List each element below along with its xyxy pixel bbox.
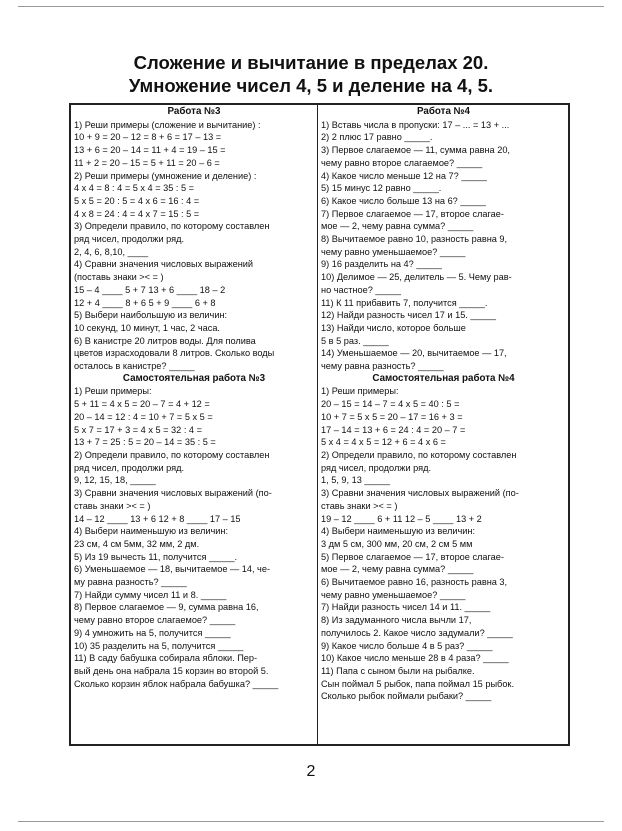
text-line: Сын поймал 5 рыбок, папа поймал 15 рыбок. — [321, 678, 515, 689]
text-line: 4 x 4 = 8 : 4 = 5 x 4 = 35 : 5 = — [74, 183, 195, 194]
text-line: 5 x 5 = 20 : 5 = 4 x 6 = 16 : 4 = — [74, 195, 200, 206]
text-line: 10) 35 разделить на 5, получится _____ — [74, 640, 244, 651]
text-line: 5) Выбери наибольшую из величин: — [74, 310, 228, 321]
section-heading: Самостоятельная работа №3 — [122, 372, 266, 384]
text-line: 4) Сравни значения числовых выражений — [74, 259, 254, 270]
text-line: 7) Найди разность чисел 14 и 11. _____ — [321, 602, 491, 613]
text-line: 12 + 4 ____ 8 + 6 5 + 9 ____ 6 + 8 — [74, 297, 216, 308]
text-line: 13) Найди число, которое больше — [321, 322, 466, 333]
text-line: 9, 12, 15, 18, _____ — [74, 475, 156, 486]
text-line: 12) Найди разность чисел 17 и 15. _____ — [321, 310, 496, 321]
text-line: 6) Вычитаемое равно 16, разность равна 3, — [321, 577, 508, 588]
text-line: 10) Делимое — 25, делитель — 5. Чему рав- — [321, 272, 512, 283]
text-line: 5 + 11 = 4 x 5 = 20 – 7 = 4 + 12 = — [74, 399, 210, 410]
text-line: чему равно уменьшаемое? _____ — [321, 589, 466, 600]
bottom-rule — [18, 821, 604, 822]
text-line: 11) К 11 прибавить 7, получится _____. — [321, 297, 488, 308]
top-rule — [18, 6, 604, 7]
left-column — [74, 106, 314, 690]
text-line: 1) Реши примеры: — [74, 386, 152, 397]
text-line: 3 дм 5 см, 300 мм, 20 см, 2 см 5 мм — [321, 538, 473, 549]
page-number: 2 — [306, 763, 316, 780]
text-line: но частное? _____ — [321, 284, 401, 295]
text-line: 9) 4 умножить на 5, получится _____ — [74, 627, 231, 638]
text-line: 23 см, 4 см 5мм, 32 мм, 2 дм. — [74, 538, 200, 549]
text-line: 2) Определи правило, по которому составлен — [321, 449, 517, 460]
text-line: чему равна разность? _____ — [321, 361, 444, 372]
text-line: чему равно уменьшаемое? _____ — [321, 246, 466, 257]
text-line: 8) Первое слагаемое — 9, сумма равна 16, — [74, 602, 259, 613]
text-line: 9) Какое число больше 4 в 5 раз? _____ — [321, 640, 493, 651]
text-line: ряд чисел, продолжи ряд. — [321, 462, 432, 473]
text-line: 11) В саду бабушка собирала яблоки. Пер- — [74, 653, 258, 664]
text-line: 6) Какое число больше 13 на 6? _____ — [321, 195, 486, 206]
text-line: 9) 16 разделить на 4? _____ — [321, 259, 442, 270]
text-line: получилось 2. Какое число задумали? _____ — [321, 627, 513, 638]
text-line: ряд чисел, продолжи ряд. — [74, 462, 185, 473]
text-line: 8) Вычитаемое равно 10, разность равна 9, — [321, 234, 508, 245]
text-line: 10 секунд, 10 минут, 1 час, 2 часа. — [74, 322, 220, 333]
text-line: 6) В канистре 20 литров воды. Для полива — [74, 335, 256, 346]
text-line: 5 x 7 = 17 + 3 = 4 x 5 = 32 : 4 = — [74, 424, 202, 435]
text-line: чему равно второе слагаемое? _____ — [74, 615, 236, 626]
text-line: 1, 5, 9, 13 _____ — [321, 475, 390, 486]
text-line: 20 – 15 = 14 – 7 = 4 x 5 = 40 : 5 = — [321, 399, 460, 410]
section-heading: Работа №4 — [417, 106, 470, 117]
text-line: (поставь знаки >< = ) — [74, 272, 164, 283]
section-heading: Самостоятельная работа №4 — [372, 372, 515, 384]
text-line: 14) Уменьшаемое — 20, вычитаемое — 17, — [321, 348, 507, 359]
page-title-line-1: Сложение и вычитание в пределах 20. — [133, 52, 489, 73]
text-line: 1) Вставь числа в пропуски: 17 – ... = 13 + ... — [321, 119, 510, 130]
text-line: 11) Папа с сыном были на рыбалке. — [321, 665, 475, 676]
text-line: 5) Первое слагаемое — 17, второе слагае- — [321, 551, 504, 562]
section-heading: Работа №3 — [167, 106, 221, 117]
text-line: 3) Сравни значения числовых выражений (по- — [74, 488, 272, 499]
text-line: мое — 2, чему равна сумма? _____ — [321, 564, 474, 575]
text-line: мое — 2, чему равна сумма? _____ — [321, 221, 474, 232]
text-line: 4) Выбери наименьшую из величин: — [321, 526, 476, 537]
text-line: осталось в канистре? _____ — [74, 361, 195, 372]
text-line: ставь знаки >< = ) — [74, 500, 151, 511]
text-line: ряд чисел, продолжи ряд. — [74, 234, 185, 245]
text-line: 10) Какое число меньше 28 в 4 раза? _____ — [321, 653, 509, 664]
text-line: 10 + 7 = 5 x 5 = 20 – 17 = 16 + 3 = — [321, 411, 463, 422]
text-line: 3) Сравни значения числовых выражений (по- — [321, 488, 519, 499]
text-line: 3) Первое слагаемое — 11, сумма равна 20, — [321, 145, 510, 156]
text-line: 7) Первое слагаемое — 17, второе слагае- — [321, 208, 504, 219]
text-line: цветов израсходовали 8 литров. Сколько воды — [74, 348, 275, 359]
text-line: 1) Реши примеры (сложение и вычитание) : — [74, 119, 261, 130]
text-line: 4) Какое число меньше 12 на 7? _____ — [321, 170, 487, 181]
text-line: 5 в 5 раз. _____ — [321, 335, 389, 346]
text-line: Сколько рыбок поймали рыбаки? _____ — [321, 691, 492, 702]
text-line: 20 – 14 = 12 : 4 = 10 + 7 = 5 x 5 = — [74, 411, 213, 422]
text-line: 4) Выбери наименьшую из величин: — [74, 526, 229, 537]
text-line: 13 + 7 = 25 : 5 = 20 – 14 = 35 : 5 = — [74, 437, 216, 448]
text-line: 1) Реши примеры: — [321, 386, 399, 397]
text-line: 6) Уменьшаемое — 18, вычитаемое — 14, че- — [74, 564, 271, 575]
text-line: 2) 2 плюс 17 равно _____. — [321, 132, 433, 143]
text-line: 4 x 8 = 24 : 4 = 4 x 7 = 15 : 5 = — [74, 208, 200, 219]
right-column — [321, 106, 566, 703]
text-line: 19 – 12 ____ 6 + 11 12 – 5 ____ 13 + 2 — [321, 513, 482, 524]
text-line: 5) 15 минус 12 равно _____. — [321, 183, 442, 194]
text-line: 3) Определи правило, по которому составлен — [74, 221, 270, 232]
text-line: му равна разность? _____ — [74, 577, 187, 588]
text-line: 5) Из 19 вычесть 11, получится _____. — [74, 551, 238, 562]
text-line: чему равно второе слагаемое? _____ — [321, 157, 483, 168]
text-line: 2) Реши примеры (умножение и деление) : — [74, 170, 257, 181]
text-line: 5 x 4 = 4 x 5 = 12 + 6 = 4 x 6 = — [321, 437, 446, 448]
text-line: 17 – 14 = 13 + 6 = 24 : 4 = 20 – 7 = — [321, 424, 466, 435]
text-line: 15 – 4 ____ 5 + 7 13 + 6 ____ 18 – 2 — [74, 284, 226, 295]
text-line: ставь знаки >< = ) — [321, 500, 398, 511]
text-line: 14 – 12 ____ 13 + 6 12 + 8 ____ 17 – 15 — [74, 513, 241, 524]
text-line: 13 + 6 = 20 – 14 = 11 + 4 = 19 – 15 = — [74, 145, 226, 156]
text-line: 7) Найди сумму чисел 11 и 8. _____ — [74, 589, 227, 600]
text-line: Сколько корзин яблок набрала бабушка? _____ — [74, 678, 279, 689]
text-line: 8) Из задуманного числа вычли 17, — [321, 615, 472, 626]
text-line: 2, 4, 6, 8,10, ____ — [74, 246, 149, 257]
text-line: вый день она набрала 15 корзин во второй 5. — [74, 665, 269, 676]
page-title-line-2: Умножение чисел 4, 5 и деление на 4, 5. — [128, 75, 494, 96]
text-line: 11 + 2 = 20 – 15 = 5 + 11 = 20 – 6 = — [74, 157, 220, 168]
text-line: 2) Определи правило, по которому составлен — [74, 449, 270, 460]
column-divider — [317, 103, 318, 746]
text-line: 10 + 9 = 20 – 12 = 8 + 6 = 17 – 13 = — [74, 132, 222, 143]
